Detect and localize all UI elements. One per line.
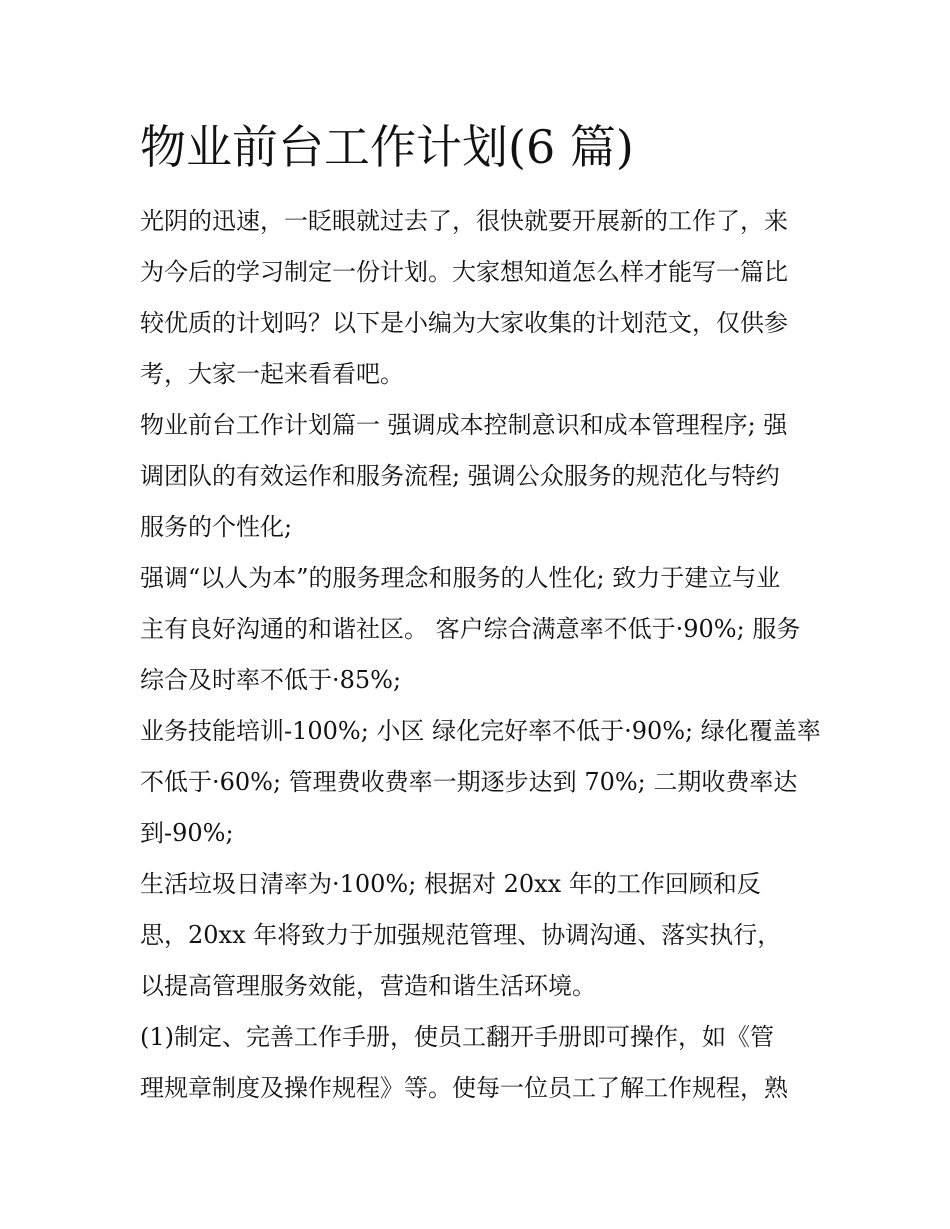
paragraph-line: (1)制定、完善工作手册，使员工翻开手册即可操作，如《管 xyxy=(140,1023,774,1051)
paragraph-line: 生活垃圾日清率为·100%; 根据对 20xx 年的工作回顾和反 xyxy=(140,870,761,898)
paragraph-line: 光阴的迅速，一眨眼就过去了，很快就要开展新的工作了，来 xyxy=(140,207,788,235)
paragraph-line: 不低于·60%; 管理费收费率一期逐步达到 70%; 二期收费率达 xyxy=(140,768,798,796)
paragraph-line: 主有良好沟通的和谐社区。 客户综合满意率不低于·90%; 服务 xyxy=(140,615,801,643)
paragraph-line: 思，20xx 年将致力于加强规范管理、协调沟通、落实执行， xyxy=(140,921,782,949)
paragraph-line: 综合及时率不低于·85%; xyxy=(140,666,402,694)
paragraph-line: 到-90%; xyxy=(140,819,234,847)
paragraph-line: 强调“以人为本”的服务理念和服务的人性化; 致力于建立与业 xyxy=(140,564,781,592)
paragraph-line: 为今后的学习制定一份计划。大家想知道怎么样才能写一篇比 xyxy=(140,258,788,286)
document-title: 物业前台工作计划(6 篇) xyxy=(140,120,634,174)
paragraph-line: 业务技能培训-100%; 小区 绿化完好率不低于·90%; 绿化覆盖率 xyxy=(140,717,821,745)
paragraph-line: 理规章制度及操作规程》等。使每一位员工了解工作规程，熟 xyxy=(140,1074,788,1102)
paragraph-line: 服务的个性化; xyxy=(140,513,293,541)
paragraph-line: 物业前台工作计划篇一 强调成本控制意识和成本管理程序; 强 xyxy=(140,411,788,439)
paragraph-line: 以提高管理服务效能，营造和谐生活环境。 xyxy=(140,972,596,1000)
paragraph-line: 调团队的有效运作和服务流程; 强调公众服务的规范化与特约 xyxy=(140,462,780,490)
paragraph-line: 较优质的计划吗？以下是小编为大家收集的计划范文，仅供参 xyxy=(140,309,788,337)
paragraph-line: 考，大家一起来看看吧。 xyxy=(140,360,404,388)
